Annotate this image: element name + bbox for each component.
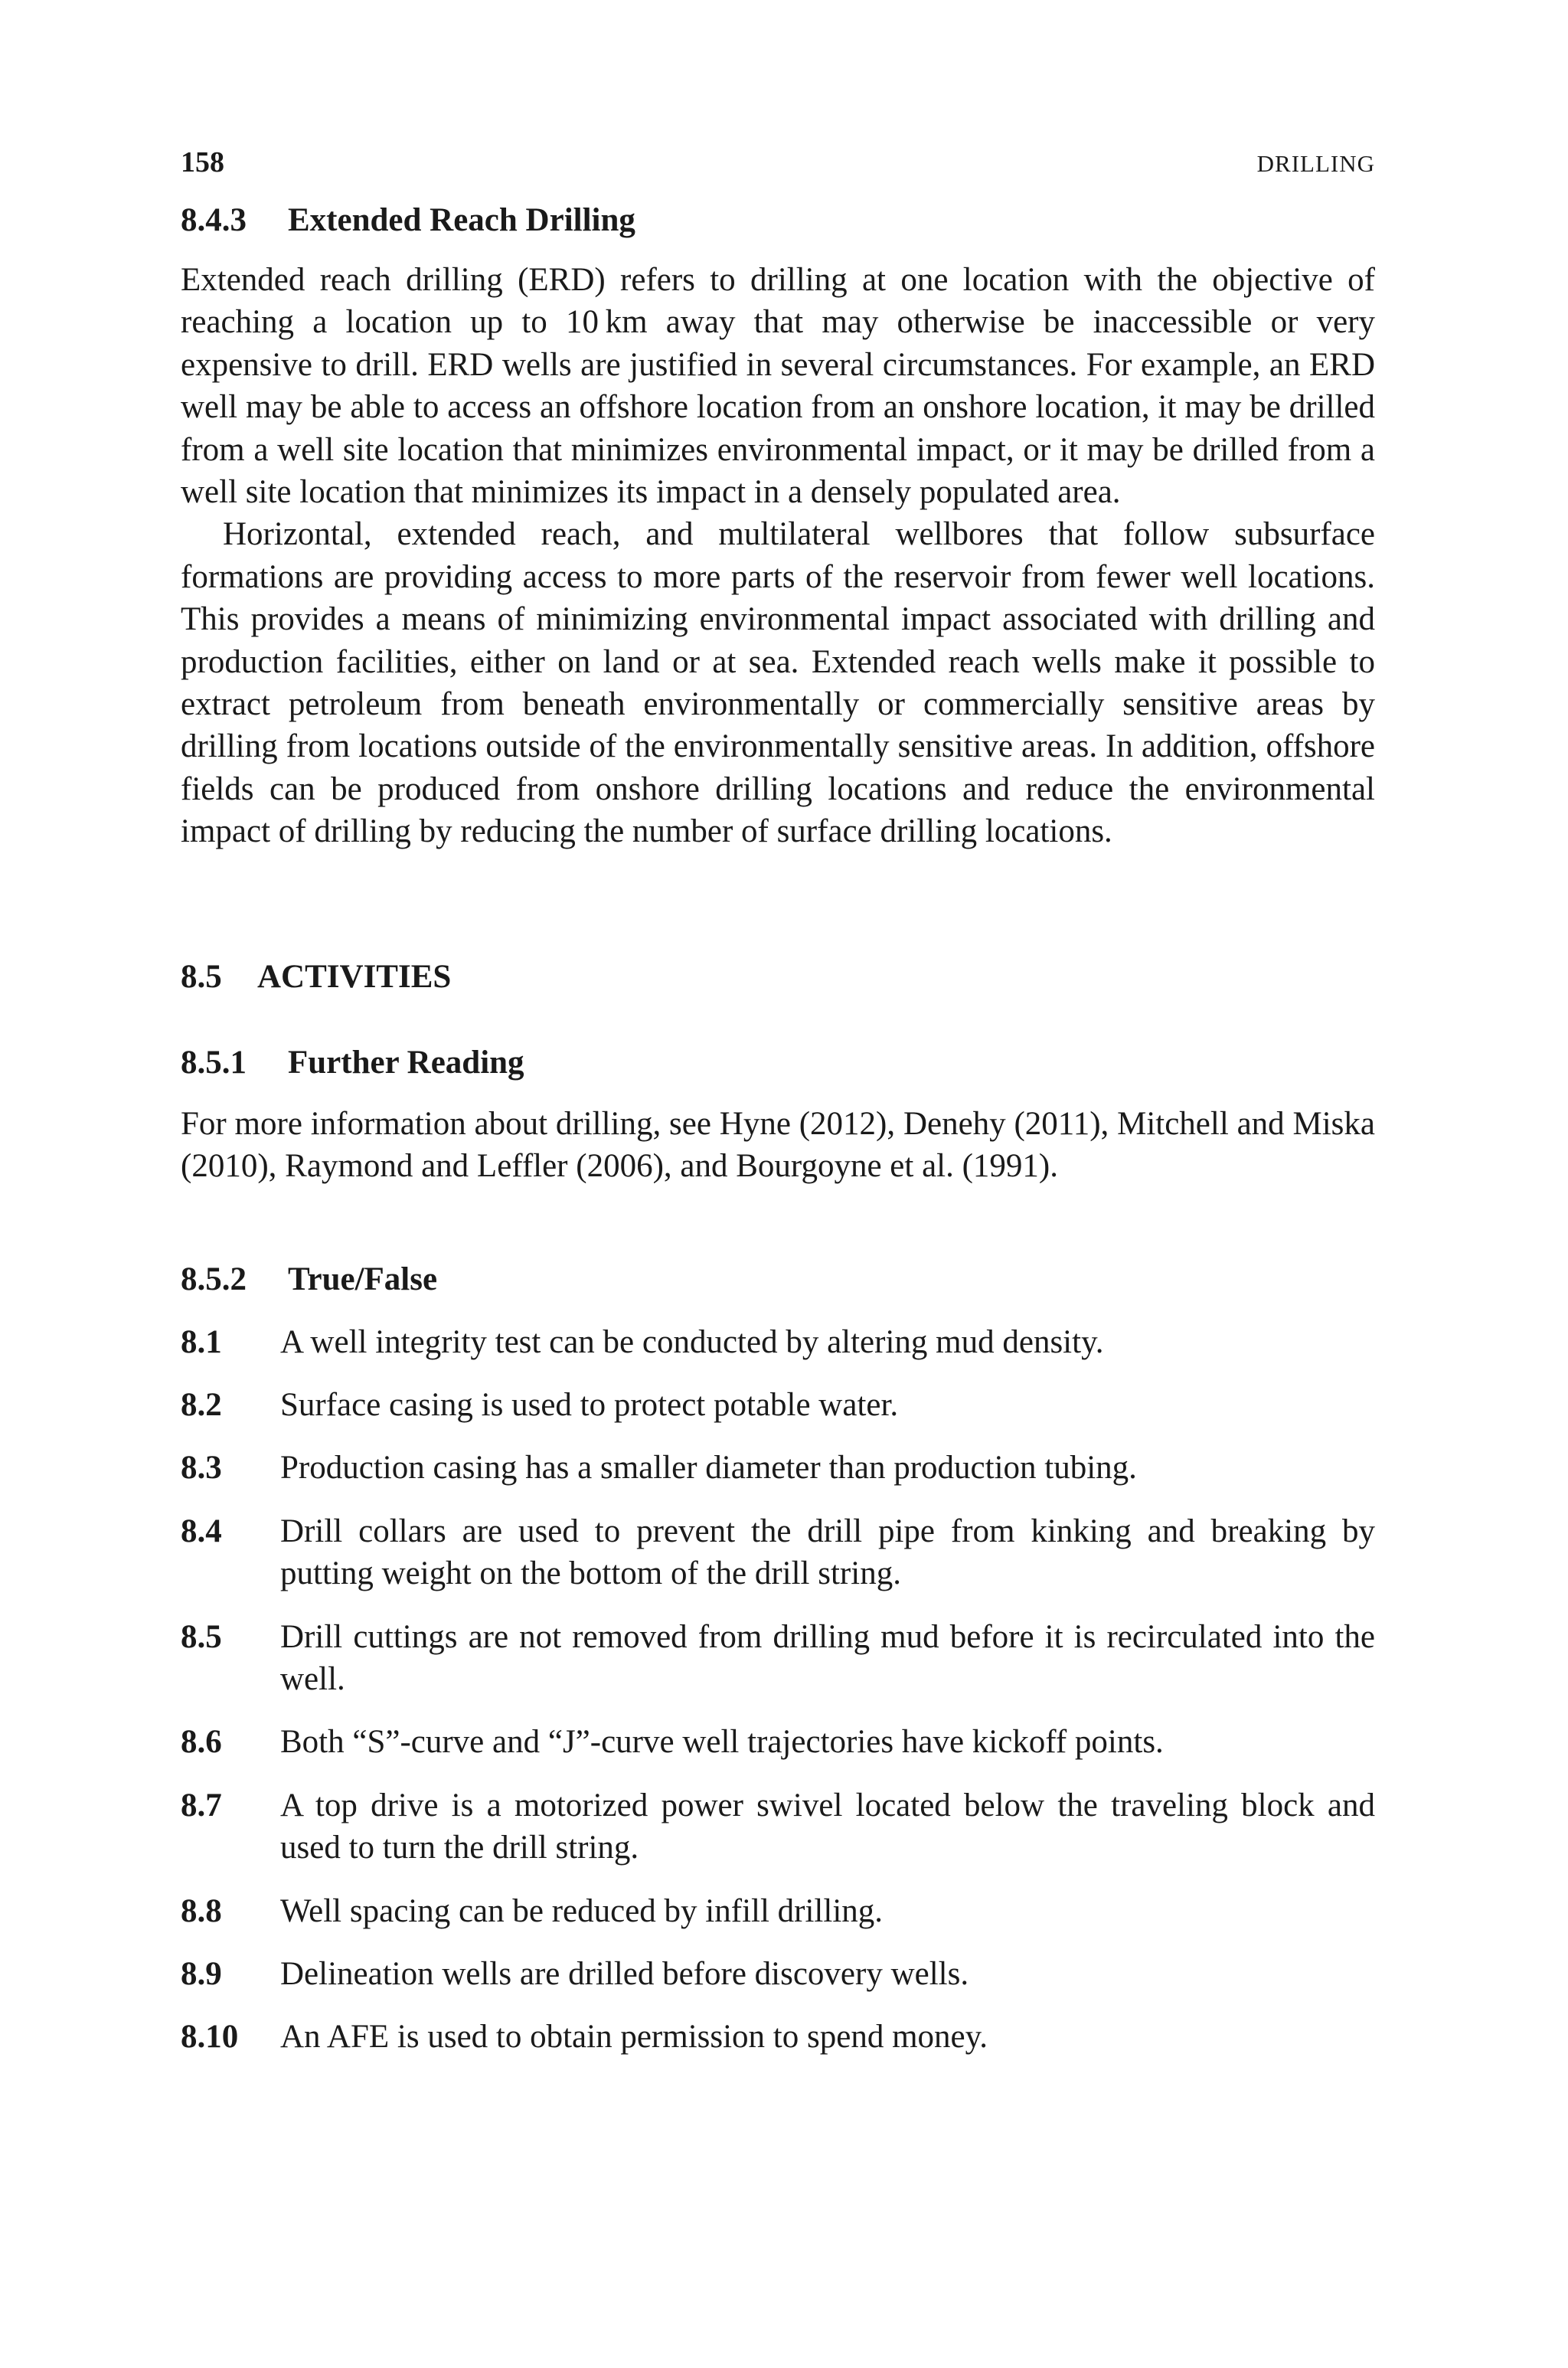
question-number: 8.10 <box>181 2019 239 2056</box>
question-number: 8.7 <box>181 1787 222 1823</box>
running-header <box>181 146 1375 191</box>
question-text: An AFE is used to obtain permission to spend money. <box>280 2019 988 2056</box>
section-heading-8-5-2 <box>181 1257 1375 1303</box>
section-heading-8-5 <box>181 954 1375 1000</box>
list-item <box>181 2016 1375 2058</box>
erd-paragraph-1: Extended reach drilling (ERD) refers to drilling at one location with the objective of reaching a location up to 10 km away that may otherwise be inaccessible or very expensive to drill. ERD wells are justified in several circumstances. For example, an ERD well may be able to access an offshore location from an onshore location, it may be drilled from a well site location that minimizes environmental impact, or it may be drilled from a well site location that minimizes its impact in a densely populated area. <box>181 262 1375 511</box>
question-text: Production casing has a smaller diameter than production tubing. <box>280 1450 1137 1487</box>
section-number: 8.5.1 <box>181 1044 247 1081</box>
question-number: 8.8 <box>181 1892 222 1929</box>
list-item <box>181 1510 1375 1595</box>
list-item <box>181 1721 1375 1763</box>
question-number: 8.5 <box>181 1618 222 1655</box>
section-heading-8-4-3 <box>181 198 1375 244</box>
section-heading-8-5-1 <box>181 1040 1375 1086</box>
question-number: 8.2 <box>181 1386 222 1423</box>
section-title: ACTIVITIES <box>257 958 452 995</box>
list-item <box>181 1384 1375 1426</box>
question-number: 8.4 <box>181 1513 222 1549</box>
question-text: Well spacing can be reduced by infill drilling. <box>280 1892 884 1929</box>
list-item <box>181 1953 1375 1995</box>
question-text: Delineation wells are drilled before discovery wells. <box>280 1955 969 1992</box>
page-number: 158 <box>181 146 224 178</box>
question-text: A well integrity test can be conducted by altering mud density. <box>280 1323 1104 1360</box>
section-title: True/False <box>288 1261 438 1297</box>
book-page <box>181 146 1375 2079</box>
section-number: 8.4.3 <box>181 202 247 238</box>
list-item <box>181 1890 1375 1932</box>
section-number: 8.5.2 <box>181 1261 247 1297</box>
question-number: 8.6 <box>181 1724 222 1761</box>
erd-paragraph-2: Horizontal, extended reach, and multilateral wellbores that follow subsurface formations are providing access to more parts of the reservoir from fewer well locations. This provides a means of minimizing environmental impact associated with drilling and production facilities, either on land or at sea. Extended reach wells make it possible to extract petroleum from beneath environmentally or commercially sensitive areas by drilling from locations outside of the environmentally sensitive areas. In addition, offshore fields can be produced from onshore drilling locations and reduce the environmental impact of drilling by reducing the number of surface drilling locations. <box>181 516 1375 850</box>
question-number: 8.1 <box>181 1323 222 1360</box>
section-number: 8.5 <box>181 958 222 995</box>
list-item <box>181 1616 1375 1701</box>
list-item <box>181 1321 1375 1363</box>
chapter-title: DRILLING <box>1256 150 1375 177</box>
question-number: 8.3 <box>181 1450 222 1487</box>
question-text: Drill collars are used to prevent the drill pipe from kinking and breaking by putting weight on the bottom of the drill string. <box>280 1513 1375 1592</box>
list-item <box>181 1447 1375 1489</box>
question-text: Surface casing is used to protect potable water. <box>280 1386 899 1423</box>
question-text: Both “S”-curve and “J”-curve well trajectories have kickoff points. <box>280 1724 1164 1761</box>
list-item <box>181 1784 1375 1869</box>
question-text: A top drive is a motorized power swivel located below the traveling block and used to turn the drill string. <box>280 1787 1375 1866</box>
true-false-list <box>181 1321 1375 2059</box>
question-number: 8.9 <box>181 1955 222 1992</box>
section-title: Extended Reach Drilling <box>288 202 635 238</box>
question-text: Drill cuttings are not removed from drilling mud before it is recirculated into the well. <box>280 1618 1375 1697</box>
section-title: Further Reading <box>288 1044 524 1081</box>
further-reading-paragraph: For more information about drilling, see Hyne (2012), Denehy (2011), Mitchell and Miska (2010), Raymond and Leffler (2006), and Bourgoyne et al. (1991). <box>181 1105 1375 1185</box>
